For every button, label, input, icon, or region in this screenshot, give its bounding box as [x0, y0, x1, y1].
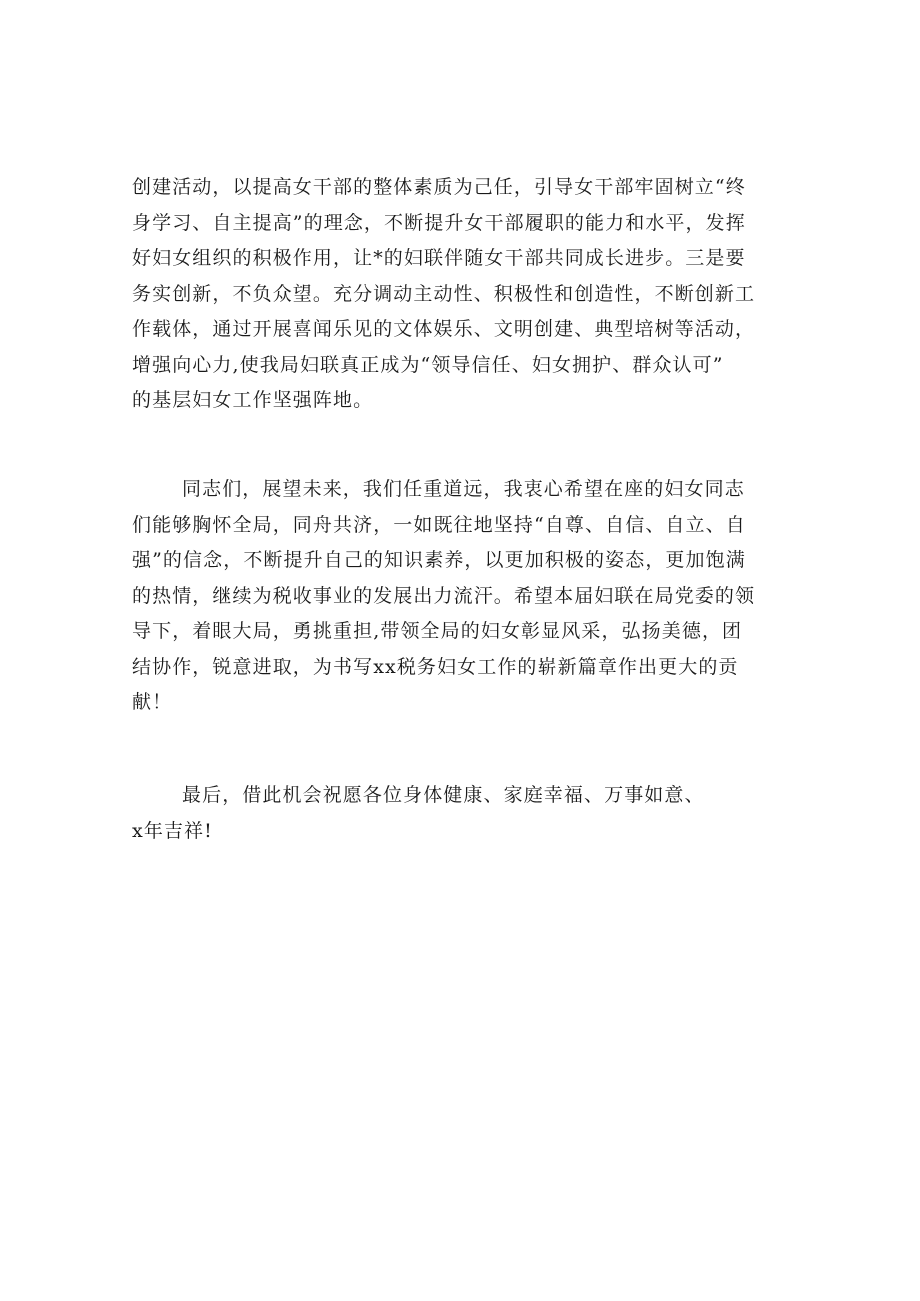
paragraph-line: 结协作，锐意进取，为书写xx税务妇女工作的崭新篇章作出更大的贡	[132, 655, 739, 678]
paragraph-line: 好妇女组织的积极作用，让*的妇联伴随女干部共同成长进步。三是要	[132, 247, 746, 269]
paragraph-line: 作载体，通过开展喜闻乐见的文体娱乐、文明创建、典型培树等活动，	[132, 318, 756, 340]
paragraph-line: 的基层妇女工作坚强阵地。	[132, 389, 374, 411]
paragraph-line: 的热情，继续为税收事业的发展出力流汗。希望本届妇联在局党委的领	[132, 584, 756, 607]
paragraph-line: 创建活动，以提高女干部的整体素质为己任，引导女干部牢固树立“终	[132, 176, 746, 198]
paragraph-line: 同志们，展望未来，我们任重道远，我衷心希望在座的妇女同志	[182, 478, 745, 500]
paragraph-line: 身学习、自主提高”的理念，不断提升女干部履职的能力和水平，发挥	[132, 211, 746, 234]
paragraph-line: x年吉祥!	[132, 819, 213, 842]
paragraph-line: 们能够胸怀全局，同舟共济，一如既往地坚持“自尊、自信、自立、自	[132, 513, 746, 536]
paragraph-line: 最后，借此机会祝愿各位身体健康、家庭幸福、万事如意、	[182, 784, 705, 806]
paragraph-3	[132, 778, 808, 849]
paragraph-line: 增强向心力,使我局妇联真正成为“领导信任、妇女拥护、群众认可”	[132, 353, 724, 376]
paragraph-line: 强”的信念，不断提升自己的知识素养，以更加积极的姿态，更加饱满	[132, 549, 746, 571]
paragraph-2	[132, 472, 808, 721]
paragraph-line: 务实创新，不负众望。充分调动主动性、积极性和创造性，不断创新工	[132, 282, 756, 305]
paragraph-line: 导下，着眼大局，勇挑重担,带领全局的妇女彰显风采，弘扬美德，团	[132, 620, 743, 642]
paragraph-line: 献！	[132, 691, 173, 713]
paragraph-1	[132, 170, 808, 419]
